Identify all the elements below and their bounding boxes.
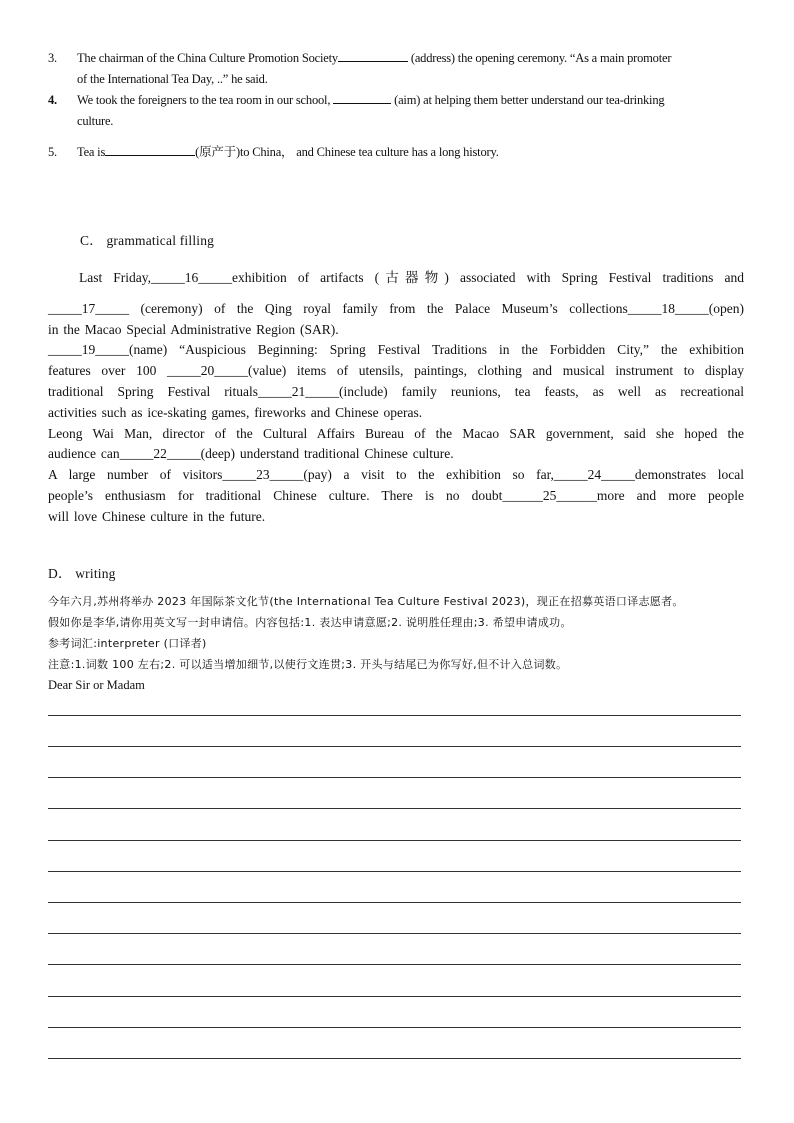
answer-blank[interactable] <box>105 142 195 156</box>
prompt-line: 假如你是李华,请你用英文写一封申请信。内容包括:1. 表达申请意愿;2. 说明胜任理由;3. 希望申请成功。 <box>48 616 572 629</box>
question-text: Tea is <box>77 145 106 159</box>
passage-line: audience can_____22_____(deep) understand traditional Chinese culture. <box>48 446 454 462</box>
passage-line: Leong Wai Man, director of the Cultural Affairs Bureau of the Macao SAR government, said she hoped the <box>48 425 744 441</box>
writing-line[interactable] <box>48 1058 741 1059</box>
question-number: 5. <box>48 145 57 159</box>
writing-line[interactable] <box>48 902 741 903</box>
question-text: The chairman of the China Culture Promotion Society <box>77 51 338 65</box>
question-text: (aim) at helping them better understand our tea-drinking <box>391 93 665 107</box>
section-d-title: D． writing <box>48 566 116 581</box>
writing-line[interactable] <box>48 746 741 747</box>
passage-line: activities such as ice-skating games, fireworks and Chinese operas. <box>48 404 423 420</box>
question-number: 4. <box>48 93 57 107</box>
writing-prompt <box>48 591 768 696</box>
writing-line[interactable] <box>48 715 741 716</box>
writing-line[interactable] <box>48 1027 741 1028</box>
notes-line: 注意:1.词数 100 左右;2. 可以适当增加细节,以使行文连贯;3. 开头与结尾已为你写好,但不计入总词数。 <box>48 658 568 671</box>
passage-line: features over 100 _____20_____(value) items of utensils, paintings, clothing and musical instrument to display <box>48 363 744 379</box>
question-text: (原产于)to China， and Chinese tea culture has a long history. <box>195 145 499 159</box>
question-text: (address) the opening ceremony. “As a main promoter <box>407 51 672 65</box>
writing-line[interactable] <box>48 840 741 841</box>
section-c-title: C． grammatical filling <box>80 233 215 248</box>
writing-line[interactable] <box>48 871 741 872</box>
passage-line: in the Macao Special Administrative Region (SAR). <box>48 321 339 337</box>
question-number: 3. <box>48 51 57 65</box>
answer-blank[interactable] <box>338 48 408 62</box>
salutation: Dear Sir or Madam <box>48 678 145 692</box>
question-3 <box>48 48 748 90</box>
passage-line: A large number of visitors_____23_____(pay) a visit to the exhibition so far,_____24_____demonstrates local <box>48 467 744 483</box>
prompt-line: 今年六月,苏州将举办 2023 年国际茶文化节(the International Tea Culture Festival 2023)，现正在招募英语口译志愿者。 <box>48 595 684 608</box>
question-4 <box>48 90 748 132</box>
writing-line[interactable] <box>48 933 741 934</box>
writing-line[interactable] <box>48 964 741 965</box>
question-text: We took the foreigners to the tea room in our school, <box>77 93 334 107</box>
writing-line[interactable] <box>48 777 741 778</box>
passage-line: people’s enthusiasm for traditional Chinese culture. There is no doubt______25______more and more people <box>48 487 744 503</box>
question-text: culture. <box>77 114 114 128</box>
grammar-passage <box>48 268 744 528</box>
passage-line: _____19_____(name) “Auspicious Beginning: Spring Festival Traditions in the Forbidden City,” the exhibition <box>48 342 744 358</box>
writing-line[interactable] <box>48 996 741 997</box>
passage-line: Last Friday,_____16_____exhibition of artifacts (古器物) associated with Spring Festival traditions and <box>79 270 744 285</box>
question-5 <box>48 142 748 163</box>
passage-line: _____17_____ (ceremony) of the Qing royal family from the Palace Museum’s collections_____18_____(open) <box>48 300 744 316</box>
answer-blank[interactable] <box>333 90 391 104</box>
vocab-line: 参考词汇:interpreter (口译者) <box>48 637 207 650</box>
passage-line: will love Chinese culture in the future. <box>48 508 266 524</box>
passage-line: traditional Spring Festival rituals_____21_____(include) family reunions, tea feasts, as well as recreational <box>48 383 744 399</box>
writing-line[interactable] <box>48 808 741 809</box>
question-text: of the International Tea Day, ..” he said. <box>77 72 268 86</box>
